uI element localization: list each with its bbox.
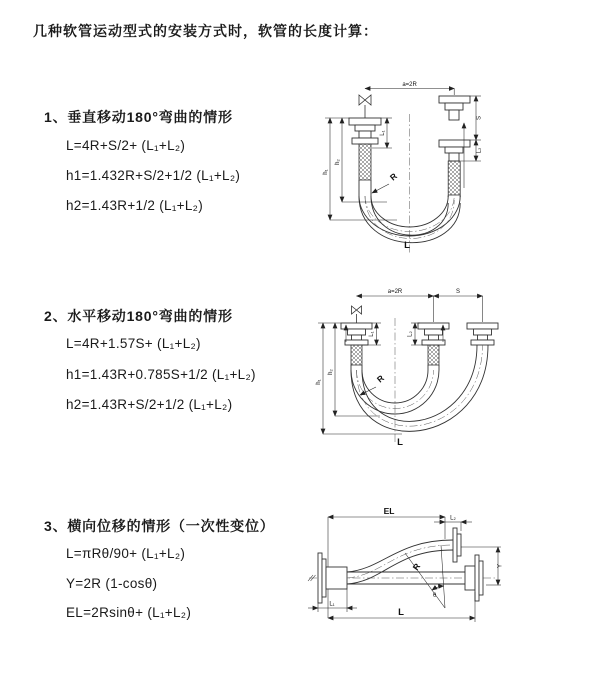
section-1-formula-l: L=4R+S/2+ (L₁+L₂) [66, 138, 186, 153]
flange [341, 323, 372, 329]
dim-label-l2: L₂ [407, 331, 414, 337]
length-label: L [398, 607, 404, 618]
dim-label-h1: h₁ [323, 169, 329, 175]
dim-label-h1: h₁ [316, 379, 322, 385]
radius-label: R [410, 561, 423, 573]
flange [453, 528, 457, 562]
section-2-formula-h1: h1=1.43R+0.785S+1/2 (L₁+L₂) [66, 367, 256, 382]
section-1-heading: 1、垂直移动180°弯曲的情形 [44, 109, 233, 125]
braided-hose-section [448, 161, 460, 195]
length-label: L [404, 240, 410, 251]
dim-label-y: Y [497, 563, 504, 569]
flange [439, 96, 470, 103]
braided-hose-section [351, 345, 362, 365]
dim-label-h2: h₂ [335, 159, 341, 165]
length-label: L [397, 437, 403, 448]
angle-label-theta: θ [433, 593, 437, 599]
dim-label-l1: L₁ [380, 130, 386, 136]
dim-label-a2r: a=2R [402, 82, 417, 88]
section-3-heading: 3、横向位移的情形（一次性变位） [44, 518, 275, 534]
dim-label-s: S [476, 115, 483, 121]
section-1-formula-h2: h2=1.43R+1/2 (L₁+L₂) [66, 198, 204, 213]
flange [318, 553, 322, 603]
radius-label: R [387, 170, 399, 183]
dim-label-el: EL [383, 506, 395, 516]
section-2-formula-l: L=4R+1.57S+ (L₁+L₂) [66, 336, 201, 351]
section-3-formula-l: L=πRθ/90+ (L₁+L₂) [66, 546, 186, 561]
dim-label-l2: L₂ [450, 515, 456, 522]
braided-hose-section [428, 345, 439, 365]
dim-label-s: S [455, 289, 461, 295]
section-3-formula-el: EL=2Rsinθ+ (L₁+L₂) [66, 605, 192, 620]
section-3-formula-y: Y=2R (1-cosθ) [66, 576, 158, 591]
diagram-vertical-u-bend [315, 70, 585, 260]
diagram-horizontal-u-bend [310, 282, 595, 455]
dim-label-l1: L₁ [329, 601, 335, 608]
flange [349, 118, 381, 125]
diagram-lateral-displacement [305, 495, 595, 650]
section-2-heading: 2、水平移动180°弯曲的情形 [44, 308, 233, 324]
valve-icon [352, 306, 362, 314]
section-2-formula-h2: h2=1.43R+S/2+1/2 (L₁+L₂) [66, 397, 233, 412]
valve-icon [359, 95, 371, 105]
dim-label-l2: L₂ [476, 147, 483, 154]
radius-label: R [374, 372, 386, 385]
page-title: 几种软管运动型式的安装方式时，软管的长度计算： [33, 23, 378, 39]
dim-label-l1: L₁ [369, 331, 375, 337]
dim-label-a2r: a=2R [387, 289, 403, 295]
section-1-formula-h1: h1=1.432R+S/2+1/2 (L₁+L₂) [66, 168, 241, 183]
dim-label-h2: h₂ [328, 369, 334, 375]
braided-hose-section [359, 144, 371, 180]
